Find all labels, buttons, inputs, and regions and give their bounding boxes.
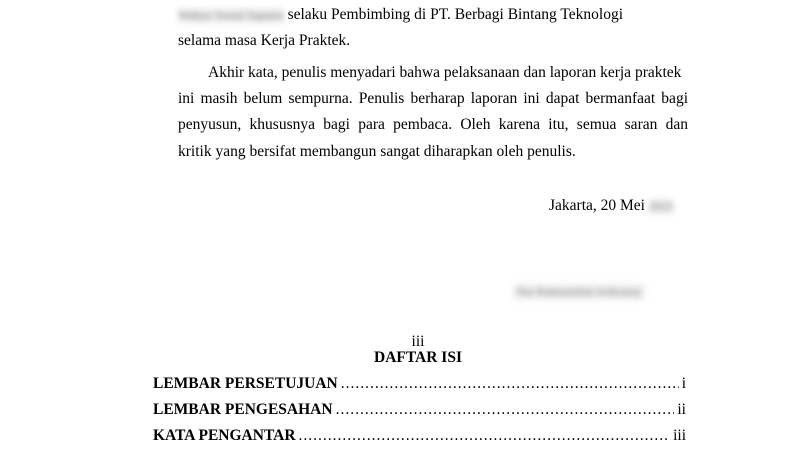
paragraph-1-text: selaku Pembimbing di PT. Berbagi Bintang Teknologi bbox=[283, 6, 623, 23]
paragraph-2-line-4: kritik yang bersifat membangun sangat diharapkan oleh penulis. bbox=[178, 143, 576, 160]
toc-entry-lembar-persetujuan[interactable] bbox=[153, 375, 686, 393]
toc-title: DAFTAR ISI bbox=[374, 349, 462, 366]
author-signature bbox=[513, 282, 645, 300]
paragraph-2-line-3: penyusun, khususnya bagi para pembaca. Oleh karena itu, semua saran dan bbox=[178, 116, 688, 133]
toc-entry-page: iii bbox=[673, 427, 686, 444]
toc-leader-dots bbox=[299, 427, 671, 445]
paragraph-2-line-1: Akhir kata, penulis menyadari bahwa pelaksanaan dan laporan kerja praktek bbox=[208, 64, 682, 81]
toc-entry-label: LEMBAR PENGESAHAN bbox=[153, 401, 333, 418]
redacted-name: Wahyu Sosial Saputra bbox=[178, 8, 284, 22]
redacted-year: 2023 bbox=[648, 199, 673, 213]
toc-leader-dots bbox=[336, 401, 675, 419]
toc-entry-page: ii bbox=[677, 401, 686, 418]
paragraph-2-line-2: ini masih belum sempurna. Penulis berharap laporan ini dapat bermanfaat bagi bbox=[178, 90, 688, 107]
redacted-author: Nur Rahmatullah Ardiyansy bbox=[513, 284, 645, 300]
toc-entry-page: i bbox=[681, 375, 686, 392]
paragraph-1-line-2: selama masa Kerja Praktek. bbox=[178, 32, 351, 49]
toc-leader-dots bbox=[341, 375, 679, 393]
place-date bbox=[549, 197, 673, 215]
page-number: iii bbox=[411, 333, 425, 350]
paragraph-1-line-1 bbox=[178, 6, 623, 24]
toc-entry-label: LEMBAR PERSETUJUAN bbox=[153, 375, 338, 392]
toc-entry-kata-pengantar[interactable] bbox=[153, 427, 686, 445]
place-date-text: Jakarta, 20 Mei bbox=[549, 197, 649, 214]
toc-entry-lembar-pengesahan[interactable] bbox=[153, 401, 686, 419]
toc-entry-label: KATA PENGANTAR bbox=[153, 427, 296, 444]
